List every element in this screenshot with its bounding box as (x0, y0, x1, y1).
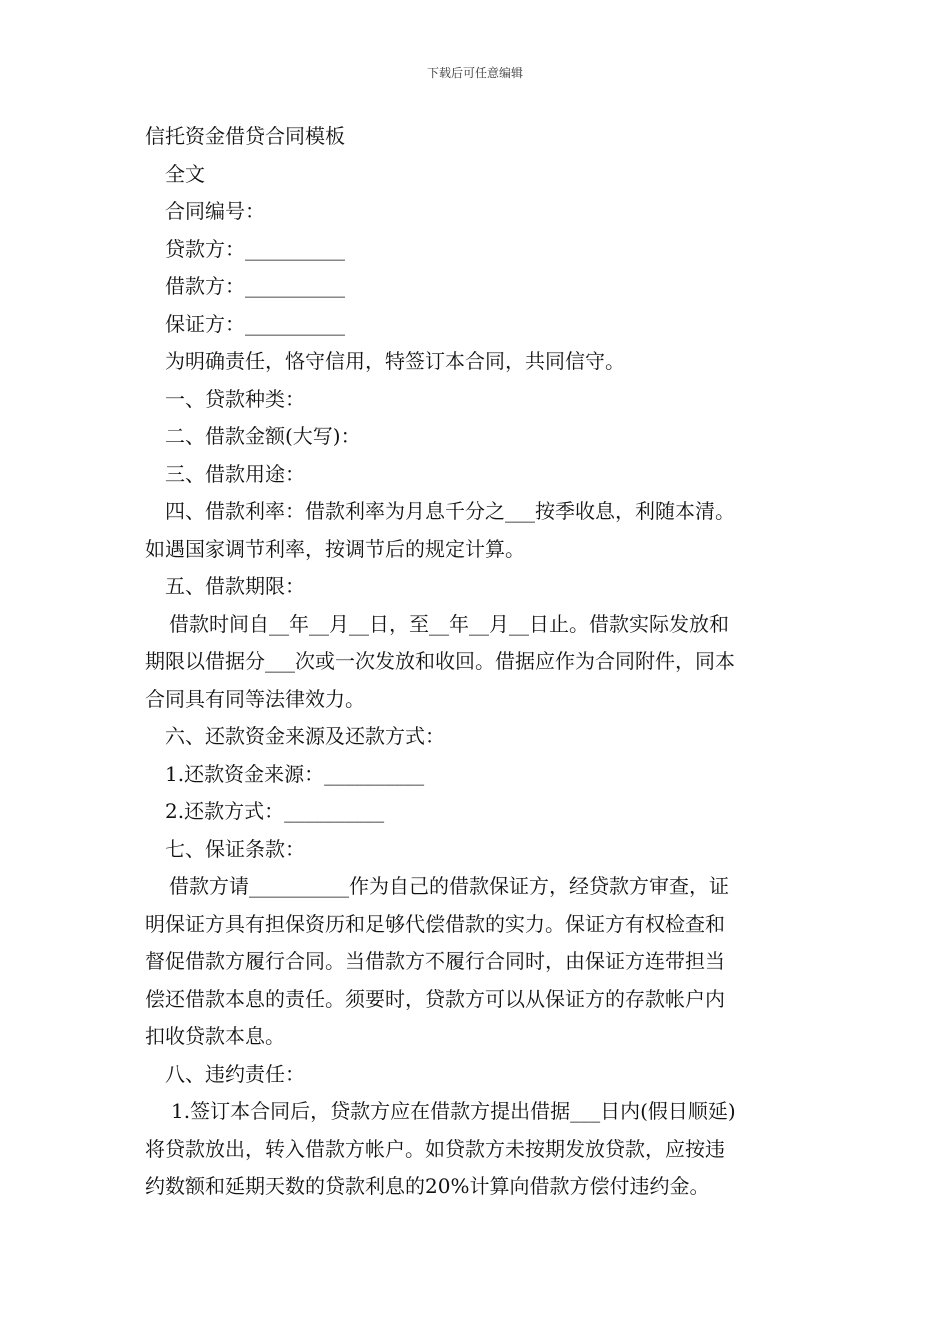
section-5-line-3: 合同具有同等法律效力。 (145, 686, 365, 711)
contract-number: 合同编号： (165, 199, 265, 223)
page-header: 下载后可任意编辑 (426, 66, 523, 80)
guarantor-line: 保证方：__________ (165, 311, 345, 336)
section-7-line-3: 督促借款方履行合同。当借款方不履行合同时，由保证方连带担当 (145, 949, 725, 973)
section-7-line-2: 明保证方具有担保资历和足够代偿借款的实力。保证方有权检查和 (145, 911, 725, 936)
section-1-heading: 一、贷款种类： (165, 386, 305, 411)
document-title: 信托资金借贷合同模板 (145, 124, 345, 148)
section-6-item-1: 1.还款资金来源：__________ (165, 761, 425, 786)
section-8-heading: 八、违约责任： (165, 1061, 305, 1086)
lender-line: 贷款方：__________ (165, 236, 345, 261)
section-5-line-1: 借款时间自__年__月__日，至__年__月__日止。借款实际发放和 (169, 611, 729, 636)
section-2-heading: 二、借款金额(大写)： (165, 424, 361, 448)
section-5-heading: 五、借款期限： (165, 574, 305, 598)
section-8-line-1: 1.签订本合同后，贷款方应在借款方提出借据___日内(假日顺延) (171, 1099, 736, 1123)
section-7-line-1: 借款方请__________作为自己的借款保证方，经贷款方审查，证 (169, 874, 729, 898)
section-7-heading: 七、保证条款： (165, 836, 305, 861)
section-8-line-2: 将贷款放出，转入借款方帐户。如贷款方未按期发放贷款，应按违 (145, 1136, 725, 1161)
section-3-heading: 三、借款用途： (165, 461, 305, 486)
section-8-line-3: 约数额和延期天数的贷款利息的20%计算向借款方偿付违约金。 (145, 1174, 710, 1198)
intro-paragraph: 为明确责任，恪守信用，特签订本合同，共同信守。 (165, 349, 625, 373)
section-5-line-2: 期限以借据分___次或一次发放和收回。借据应作为合同附件，同本 (145, 649, 735, 673)
document-body (145, 118, 807, 1206)
section-4-line-2: 如遇国家调节利率，按调节后的规定计算。 (145, 536, 525, 561)
section-7-line-4: 偿还借款本息的责任。须要时，贷款方可以从保证方的存款帐户内 (145, 986, 725, 1011)
section-6-item-2: 2.还款方式：__________ (165, 799, 385, 823)
fulltext-label: 全文 (165, 161, 205, 186)
section-6-heading: 六、还款资金来源及还款方式： (165, 724, 445, 748)
section-7-line-5: 扣收贷款本息。 (145, 1024, 285, 1048)
section-4-line-1: 四、借款利率：借款利率为月息千分之___按季收息，利随本清。 (165, 499, 735, 523)
borrower-line: 借款方：__________ (165, 274, 345, 298)
